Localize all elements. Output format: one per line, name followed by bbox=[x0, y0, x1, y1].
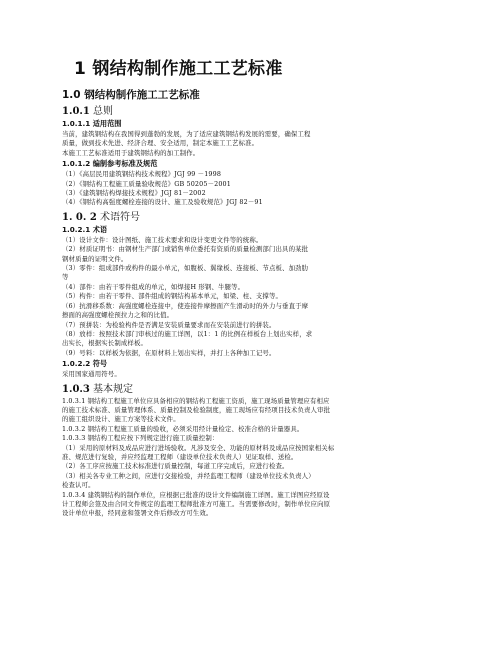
reference-item: （2）《钢结构工程施工质量验收规范》GB 50205－2001 bbox=[62, 179, 231, 188]
paragraph-line: 1.0.3.3 钢结构工程应按下列规定进行施工质量控制： bbox=[62, 434, 219, 443]
paragraph-line: 1.0.3.2 钢结构工程施工质量的验收，必须采用经计量检定、校准合格的计量器具。 bbox=[62, 424, 304, 433]
paragraph-line: 采用国家通用符号。 bbox=[62, 370, 121, 379]
paragraph-line: （1）采用的原材料及成品应进行进场验收。凡涉及安全、功能的原材料及成品应按国家相关标 bbox=[62, 443, 335, 452]
paragraph-line: 本施工工艺标准适用于建筑钢结构的加工制作。 bbox=[62, 148, 200, 157]
term-line: （9）号料：以样板为依据，在原材料上划出实样，并打上各种加工记号。 bbox=[62, 348, 276, 357]
section-title: 术语符号 bbox=[100, 211, 140, 223]
reference-item: （1）《高层民用建筑钢结构技术规程》JGJ 99 －1998 bbox=[62, 170, 222, 179]
paragraph-line: 计工程师会签及由合同文件规定的监理工程师批准方可施工。当需要修改时，制作单位应向原 bbox=[62, 500, 331, 508]
term-line: （1）设计文件：设计图纸、施工技术要求和设计变更文件等的统称。 bbox=[62, 235, 263, 244]
paragraph-line: 的施工组织设计、施工方案等技术文件。 bbox=[62, 415, 180, 424]
term-line: （4）部件：由若干零件组成的单元，如焊接H 形钢、牛腿等。 bbox=[62, 282, 245, 291]
paragraph-line: 1.0.3.4 建筑钢结构的制作单位，应根据已批准的设计文件编制施工详图。施工详图应经原设 bbox=[62, 490, 330, 499]
paragraph-line: （2）各工序应按施工技术标准进行质量控制，每道工序完成后，应进行检查。 bbox=[62, 462, 289, 471]
term-line: （6）抗滑移系数：高强度螺栓连接中，使连接件摩擦面产生滑动时的外力与垂直于摩 bbox=[62, 301, 309, 310]
term-line: 擦面的高强度螺栓预拉力之和的比值。 bbox=[62, 311, 174, 320]
paragraph-line: 的施工技术标准、质量管理体系、质量控制及检验制度，施工现场应有经项目技术负责人审批 bbox=[62, 405, 331, 414]
section-title: 总则 bbox=[93, 106, 114, 117]
term-line: （7）预拼装：为检验构件是否满足安装质量要求而在安装前进行的拼装。 bbox=[62, 320, 276, 329]
section-heading-1-0-2 bbox=[62, 211, 456, 224]
section-heading-1-0-3 bbox=[62, 383, 456, 396]
term-line: 出实长，根据实长制成样板。 bbox=[62, 339, 148, 348]
paragraph-line: 检查认可。 bbox=[62, 481, 95, 490]
term-line: 钢材质量的证明文件。 bbox=[62, 254, 128, 263]
subsection-heading-1-0-2-2: 1.0.2.2 符号 bbox=[62, 359, 108, 369]
reference-item: （3）《建筑钢结构焊接技术规程》JGJ 81－2002 bbox=[62, 189, 206, 198]
section-heading-1-0: 1.0 钢结构制作施工工艺标准 bbox=[62, 89, 200, 101]
section-heading-1-0-1 bbox=[62, 105, 456, 118]
term-line: （2）材质证明书：由钢材生产部门或销售单位委托有资质的质量检测部门出具的某批 bbox=[62, 245, 309, 254]
subsection-heading-1-0-1-2: 1.0.1.2 编制参考标准及规范 bbox=[62, 159, 158, 169]
term-line: （8）放样：按照技术部门审核过的施工详图，以1：1 的比例在样板台上划出实样，求 bbox=[62, 329, 313, 338]
paragraph-line: 1.0.3.1 钢结构工程施工单位应具备相应的钢结构工程施工资质，施工现场质量管理应有相应 bbox=[62, 396, 330, 405]
section-title: 基本规定 bbox=[93, 383, 134, 395]
subsection-heading-1-0-1-1: 1.0.1.1 适用范围 bbox=[62, 119, 122, 128]
term-line: （3）零件：组成部件或构件的最小单元，如腹板、翼缘板、连接板、节点板、加劲肋 bbox=[62, 264, 309, 273]
paragraph-line: 质量，做到技术先进、经济合理、安全适用，制定本施工工艺标准。 bbox=[62, 139, 259, 148]
section-number: 1.0.3 bbox=[62, 383, 90, 395]
paragraph-line: 准、规范进行复验，并应经监理工程师（建设单位技术负责人）见证取样、送检。 bbox=[62, 452, 298, 461]
section-number: 1.0.1 bbox=[62, 106, 90, 117]
document-title: 1 钢结构制作施工工艺标准 bbox=[74, 59, 283, 79]
section-number: 1. 0. 2 bbox=[62, 211, 97, 223]
term-line: （5）构件：由若干零件、部件组成的钢结构基本单元，如梁、柱、支撑等。 bbox=[62, 292, 283, 301]
paragraph-line: （3）相关各专业工种之间，应进行交接检验，并经监理工程师（建设单位技术负责人） bbox=[62, 471, 315, 480]
subsection-heading-1-0-2-1: 1.0.2.1 术语 bbox=[62, 224, 108, 234]
paragraph-line: 当前，建筑钢结构在我国得到蓬勃的发展，为了适应建筑钢结构发展的需要，确保工程 bbox=[62, 130, 311, 138]
paragraph-line: 设计单位申报，经同意和签署文件后修改方可生效。 bbox=[62, 509, 213, 518]
term-line: 等 bbox=[62, 273, 69, 282]
reference-item: （4）《钢结构高强度螺栓连接的设计、施工及验收规范》JGJ 82－91 bbox=[62, 198, 263, 207]
